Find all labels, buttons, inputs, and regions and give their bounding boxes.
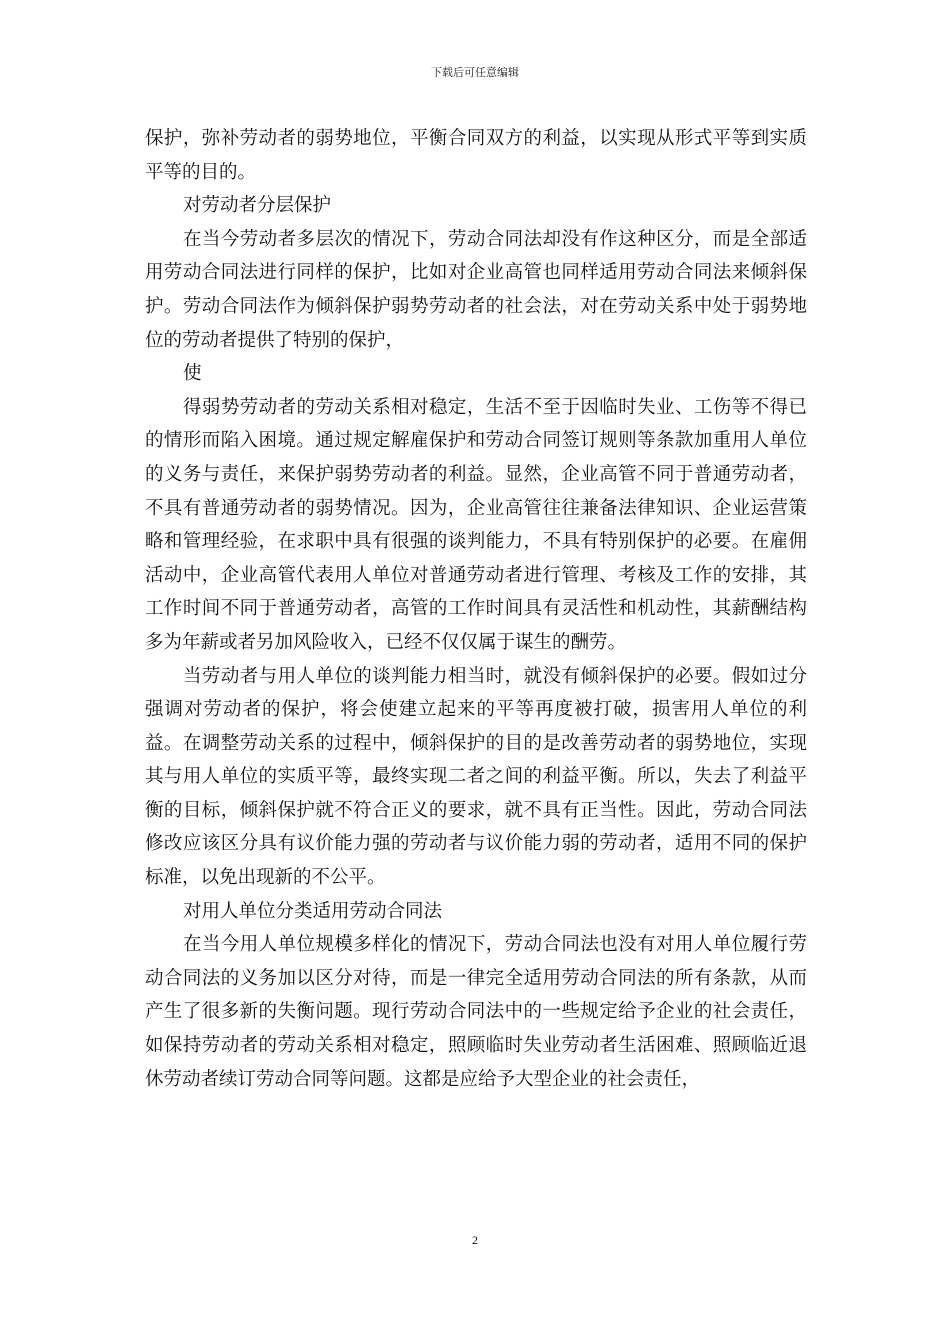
paragraph: 当劳动者与用人单位的谈判能力相当时，就没有倾斜保护的必要。假如过分强调对劳动者的保护，将会使建立起来的平等再度被打破，损害用人单位的利益。在调整劳动关系的过程中，倾斜保护的目的是改善劳动者的弱势地位，实现其与用人单位的实质平等，最终实现二者之间的利益平衡。所以，失去了利益平衡的目标，倾斜保护就不符合正义的要求，就不具有正当性。因此，劳动合同法修改应该区分具有议价能力强的劳动者与议价能力弱的劳动者，适用不同的保护标准，以免出现新的不公平。 bbox=[145, 665, 807, 889]
page-number: 2 bbox=[472, 1233, 478, 1247]
document-body bbox=[145, 122, 807, 1096]
section-heading-worker-tiers: 对劳动者分层保护 bbox=[183, 195, 332, 217]
paragraph: 得弱势劳动者的劳动关系相对稳定，生活不至于因临时失业、工伤等不得已的情形而陷入困境。通过规定解雇保护和劳动合同签订规则等条款加重用人单位的义务与责任，来保护弱势劳动者的利益。显然，企业高管不同于普通劳动者，不具有普通劳动者的弱势情况。因为，企业高管往往兼备法律知识、企业运营策略和管理经验，在求职中具有很强的谈判能力，不具有特别保护的必要。在雇佣活动中，企业高管代表用人单位对普通劳动者进行管理、考核及工作的安排，其工作时间不同于普通劳动者，高管的工作时间具有灵活性和机动性，其薪酬结构多为年薪或者另加风险收入，已经不仅仅属于谋生的酬劳。 bbox=[145, 396, 807, 653]
paragraph-fragment: 使 bbox=[183, 363, 202, 385]
paragraph: 在当今劳动者多层次的情况下，劳动合同法却没有作这种区分，而是全部适用劳动合同法进行同样的保护，比如对企业高管也同样适用劳动合同法来倾斜保护。劳动合同法作为倾斜保护弱势劳动者的社会法，对在劳动关系中处于弱势地位的劳动者提供了特别的保护， bbox=[145, 228, 807, 351]
section-heading-employer-categories: 对用人单位分类适用劳动合同法 bbox=[183, 900, 443, 922]
paragraph-continuation: 保护，弥补劳动者的弱势地位，平衡合同双方的利益，以实现从形式平等到实质平等的目的。 bbox=[145, 128, 807, 183]
paragraph: 在当今用人单位规模多样化的情况下，劳动合同法也没有对用人单位履行劳动合同法的义务加以区分对待，而是一律完全适用劳动合同法的所有条款，从而产生了很多新的失衡问题。现行劳动合同法中的一些规定给予企业的社会责任，如保持劳动者的劳动关系相对稳定，照顾临时失业劳动者生活困难、照顾临近退休劳动者续订劳动合同等问题。这都是应给予大型企业的社会责任， bbox=[145, 934, 807, 1090]
page-header: 下载后可任意编辑 bbox=[431, 66, 519, 79]
